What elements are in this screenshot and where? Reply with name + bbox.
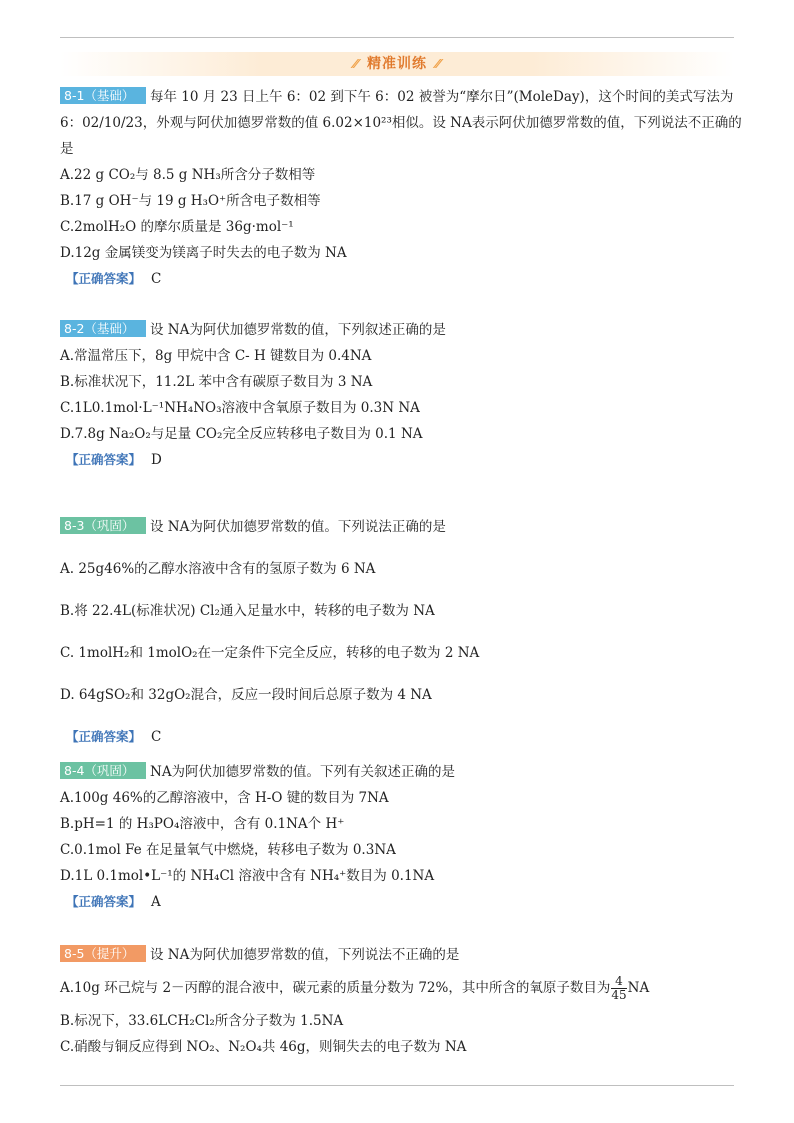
answer-row <box>60 447 736 473</box>
question-stem: 设 NA为阿伏加德罗常数的值，下列说法不正确的是 <box>150 947 460 963</box>
option-a: A.常温常压下，8g 甲烷中含 C- H 键数目为 0.4NA <box>60 348 372 364</box>
answer-value: D <box>151 452 162 468</box>
answer-row <box>60 716 736 758</box>
option-c: C.2molH₂O 的摩尔质量是 36g·mol⁻¹ <box>60 219 294 235</box>
option-b: B.标况下，33.6LCH₂Cl₂所含分子数为 1.5NA <box>60 1013 344 1029</box>
answer-label: 【正确答案】 <box>66 271 142 286</box>
option-c: C.0.1mol Fe 在足量氧气中燃烧，转移电子数为 0.3NA <box>60 842 396 858</box>
question-8-5 <box>60 942 736 1060</box>
option-c: C. 1molH₂和 1molO₂在一定条件下完全反应，转移的电子数为 2 NA <box>60 645 480 661</box>
section-banner <box>60 52 734 76</box>
option-a: A.100g 46%的乙醇溶液中，含 H-O 键的数目为 7NA <box>60 790 389 806</box>
question-tag: 8-2（基础） <box>60 320 146 337</box>
question-tag: 8-4（巩固） <box>60 762 146 779</box>
answer-label: 【正确答案】 <box>66 452 142 467</box>
fraction-denominator: 45 <box>611 988 627 1002</box>
answer-row <box>60 889 736 915</box>
question-stem: 是 <box>60 141 74 157</box>
answer-value: C <box>151 271 162 287</box>
top-rule <box>60 37 734 38</box>
question-8-2 <box>60 317 736 473</box>
fraction <box>611 975 626 1002</box>
answer-row <box>60 266 736 292</box>
question-tag: 8-5（提升） <box>60 945 146 962</box>
option-d: D.12g 金属镁变为镁离子时失去的电子数为 NA <box>60 245 347 261</box>
option-b: B.标准状况下，11.2L 苯中含有碳原子数目为 3 NA <box>60 374 373 390</box>
question-stem: 每年 10 月 23 日上午 6：02 到下午 6：02 被誉为“摩尔日”(MoleDay)，这个时间的美式写法为 <box>150 89 734 105</box>
fraction-numerator: 4 <box>611 975 626 989</box>
option-a: A.22 g CO₂与 8.5 g NH₃所含分子数相等 <box>60 167 316 183</box>
answer-value: C <box>151 729 162 745</box>
question-stem: NA为阿伏加德罗常数的值。下列有关叙述正确的是 <box>150 764 456 780</box>
question-stem: 设 NA为阿伏加德罗常数的值。下列说法正确的是 <box>150 519 446 535</box>
option-b: B.pH=1 的 H₃PO₄溶液中，含有 0.1NA个 H⁺ <box>60 816 345 832</box>
question-stem: 6：02/10/23，外观与阿伏加德罗常数的值 6.02×10²³相似。设 NA表示阿伏加德罗常数的值，下列说法不正确的 <box>60 115 742 131</box>
fraction-tail: NA <box>627 980 650 996</box>
answer-label: 【正确答案】 <box>66 729 142 744</box>
question-8-1 <box>60 84 742 292</box>
question-tag: 8-1（基础） <box>60 87 146 104</box>
option-d: D.1L 0.1mol•L⁻¹的 NH₄Cl 溶液中含有 NH₄⁺数目为 0.1NA <box>60 868 435 884</box>
banner-deco-left: ⁄⁄ <box>353 57 358 71</box>
option-c: C.硝酸与铜反应得到 NO₂、N₂O₄共 46g，则铜失去的电子数为 NA <box>60 1039 467 1055</box>
bottom-rule <box>60 1085 734 1086</box>
banner-deco-right: ⁄⁄ <box>436 57 441 71</box>
question-tag: 8-3（巩固） <box>60 517 146 534</box>
question-8-3 <box>60 506 736 758</box>
option-b: B.17 g OH⁻与 19 g H₃O⁺所含电子数相等 <box>60 193 321 209</box>
question-stem: 设 NA为阿伏加德罗常数的值，下列叙述正确的是 <box>150 322 446 338</box>
answer-label: 【正确答案】 <box>66 894 142 909</box>
option-a: A. 25g46%的乙醇水溶液中含有的氢原子数为 6 NA <box>60 561 376 577</box>
option-d: D. 64gSO₂和 32gO₂混合，反应一段时间后总原子数为 4 NA <box>60 687 432 703</box>
option-d: D.7.8g Na₂O₂与足量 CO₂完全反应转移电子数目为 0.1 NA <box>60 426 423 442</box>
answer-value: A <box>151 894 161 910</box>
banner-title: 精准训练 <box>367 56 427 72</box>
option-a: A.10g 环己烷与 2－丙醇的混合液中，碳元素的质量分数为 72%，其中所含的氧原子数目为 <box>60 980 611 996</box>
option-c: C.1L0.1mol·L⁻¹NH₄NO₃溶液中含氧原子数目为 0.3N NA <box>60 400 420 416</box>
option-b: B.将 22.4L(标准状况) Cl₂通入足量水中，转移的电子数为 NA <box>60 603 435 619</box>
question-8-4 <box>60 759 736 915</box>
